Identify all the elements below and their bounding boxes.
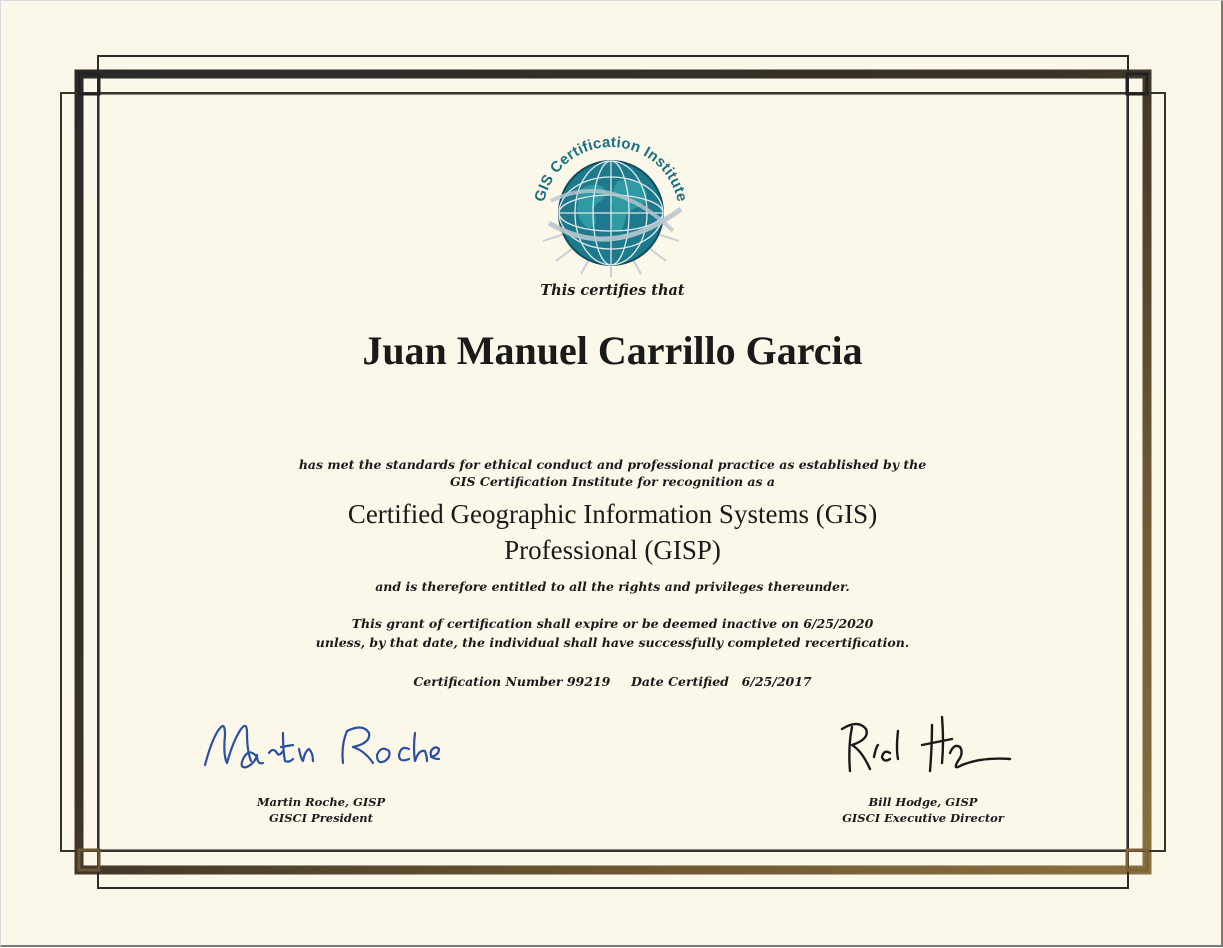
date-certified-label: Date Certified — [631, 674, 729, 689]
rights-text: and is therefore entitled to all the rights and privileges thereunder. — [375, 579, 850, 594]
left-signatory-name: Martin Roche, GISP — [256, 795, 386, 809]
expiry-line-2: unless, by that date, the individual shall have successfully completed recertification. — [315, 635, 910, 650]
left-signatory-title: GISCI President — [269, 811, 373, 825]
globe-icon — [549, 161, 681, 265]
right-signatory-title: GISCI Executive Director — [842, 811, 1004, 825]
cert-number-label: Certification Number — [413, 674, 563, 689]
certification-details — [1, 674, 1223, 689]
signature-martin-roche — [197, 713, 447, 779]
gisci-logo — [521, 131, 701, 281]
expiry-line-1: This grant of certification shall expire or be deemed inactive on 6/25/2020 — [351, 616, 874, 631]
left-signatory — [191, 794, 451, 826]
date-certified: 6/25/2017 — [741, 674, 812, 689]
logo-arc-text: GIS Certification Institute — [531, 133, 691, 204]
cert-number: 99219 — [566, 674, 611, 689]
statement-line-2: GIS Certification Institute for recognition as a — [449, 474, 776, 489]
right-signatory — [793, 794, 1053, 826]
statement-line-1: has met the standards for ethical conduct and professional practice as established by the — [298, 457, 927, 472]
intro-text: This certifies that — [540, 282, 685, 299]
designation-line-2: Professional (GISP) — [504, 535, 721, 565]
recipient-name: Juan Manuel Carrillo Garcia — [362, 328, 863, 373]
designation-line-1: Certified Geographic Information Systems (GIS) — [347, 499, 878, 529]
signature-bill-hodge — [836, 709, 1026, 779]
right-signatory-name: Bill Hodge, GISP — [868, 795, 978, 809]
